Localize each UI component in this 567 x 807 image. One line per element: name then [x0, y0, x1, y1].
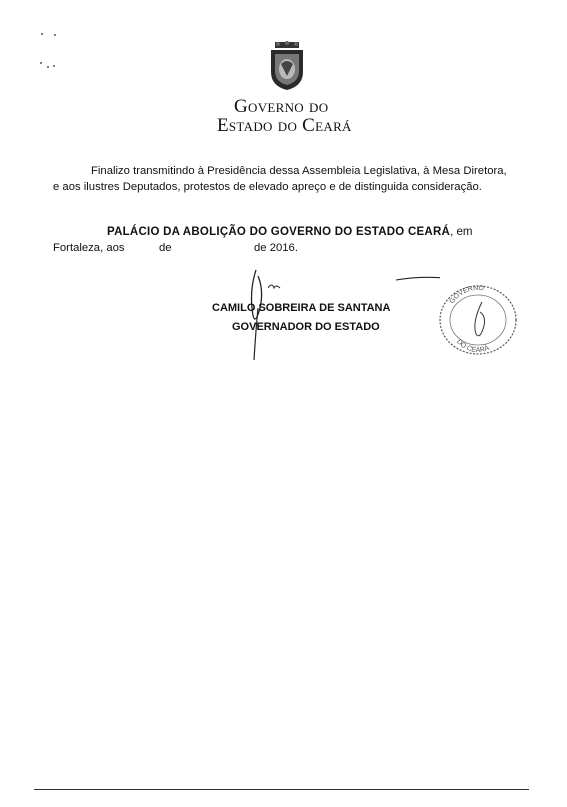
date-year: de 2016.	[254, 242, 298, 254]
body-paragraph-line-1: Finalizo transmitindo à Presidência dessa Assembleia Legislativa, à Mesa Diretora,	[91, 165, 507, 177]
location-suffix: , em	[450, 226, 473, 238]
body-paragraph-line-2: e aos ilustres Deputados, protestos de elevado apreço e de distinguida consideração.	[53, 181, 482, 193]
date-de: de	[159, 242, 172, 254]
date-prefix: Fortaleza, aos	[53, 242, 125, 254]
footer-rule	[34, 789, 529, 790]
signatory-name: CAMILO SOBREIRA DE SANTANA	[212, 302, 391, 314]
header-line-2: Estado do Ceará	[217, 115, 352, 136]
header-line-1: Governo do	[234, 96, 329, 117]
svg-text:GOVERNO: GOVERNO	[448, 284, 485, 306]
scan-speck	[47, 66, 49, 68]
scan-speck	[54, 34, 56, 36]
coat-of-arms-icon	[267, 40, 307, 92]
scan-speck	[41, 33, 43, 35]
scan-speck	[40, 62, 42, 64]
svg-text:DO CEARÁ: DO CEARÁ	[454, 338, 491, 355]
handwritten-signature	[240, 268, 440, 368]
location-line	[107, 224, 472, 240]
date-line	[53, 240, 313, 256]
signatory-title: GOVERNADOR DO ESTADO	[232, 321, 380, 333]
location-bold: PALÁCIO DA ABOLIÇÃO DO GOVERNO DO ESTADO CEARÁ	[107, 226, 451, 238]
official-stamp	[436, 282, 520, 358]
scan-speck	[53, 65, 55, 67]
